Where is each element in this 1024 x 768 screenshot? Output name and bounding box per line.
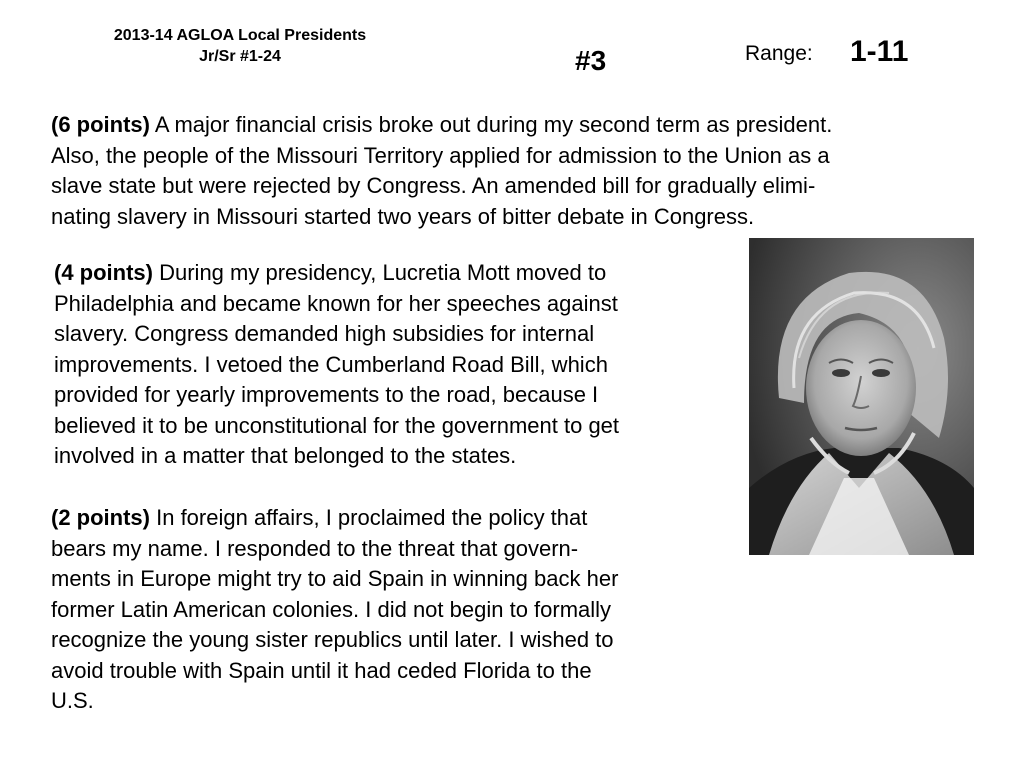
clue-line: avoid trouble with Spain until it had ceded Florida to the <box>51 657 592 683</box>
points-label: (4 points) <box>54 260 153 285</box>
points-label: (6 points) <box>51 112 150 137</box>
portrait-photo <box>749 238 974 555</box>
title-line-1: 2013-14 AGLOA Local Presidents <box>113 27 367 44</box>
range-label: Range: <box>745 42 813 65</box>
clue-line: (2 points) In foreign affairs, I proclaimed the policy that <box>51 505 588 530</box>
question-number: #3 <box>575 45 607 76</box>
clue-line: bears my name. I responded to the threat that govern- <box>51 535 579 561</box>
points-label: (2 points) <box>51 505 150 530</box>
portrait-photo-icon <box>749 238 974 555</box>
clue-line: (6 points) A major financial crisis broke out during my second term as president. <box>51 112 833 137</box>
clue-2-points <box>51 503 731 717</box>
title-line-2: Jr/Sr #1-24 <box>199 48 281 65</box>
document-title <box>70 25 410 67</box>
clue-line: Also, the people of the Missouri Territory applied for admission to the Union as a <box>51 142 830 168</box>
clue-line: involved in a matter that belonged to the states. <box>54 443 517 468</box>
clue-line: recognize the young sister republics until later. I wished to <box>51 627 614 652</box>
clue-line: improvements. I vetoed the Cumberland Road Bill, which <box>54 351 608 377</box>
clue-line: believed it to be unconstitutional for the government to get <box>54 412 620 438</box>
clue-line: Philadelphia and became known for her speeches against <box>54 290 618 316</box>
clue-line: U.S. <box>51 688 94 713</box>
range-value: 1-11 <box>850 35 909 68</box>
clue-line: slavery. Congress demanded high subsidies for internal <box>54 321 595 346</box>
clue-4-points <box>54 258 734 472</box>
clue-line: former Latin American colonies. I did not begin to formally <box>51 596 612 622</box>
clue-line: slave state but were rejected by Congress. An amended bill for gradually elimi- <box>51 173 816 198</box>
clue-line: provided for yearly improvements to the road, because I <box>54 382 599 407</box>
clue-6-points <box>51 110 981 232</box>
clue-line: ments in Europe might try to aid Spain in winning back her <box>51 566 619 591</box>
clue-line: nating slavery in Missouri started two years of bitter debate in Congress. <box>51 203 755 229</box>
clue-line: (4 points) During my presidency, Lucretia Mott moved to <box>54 260 607 285</box>
